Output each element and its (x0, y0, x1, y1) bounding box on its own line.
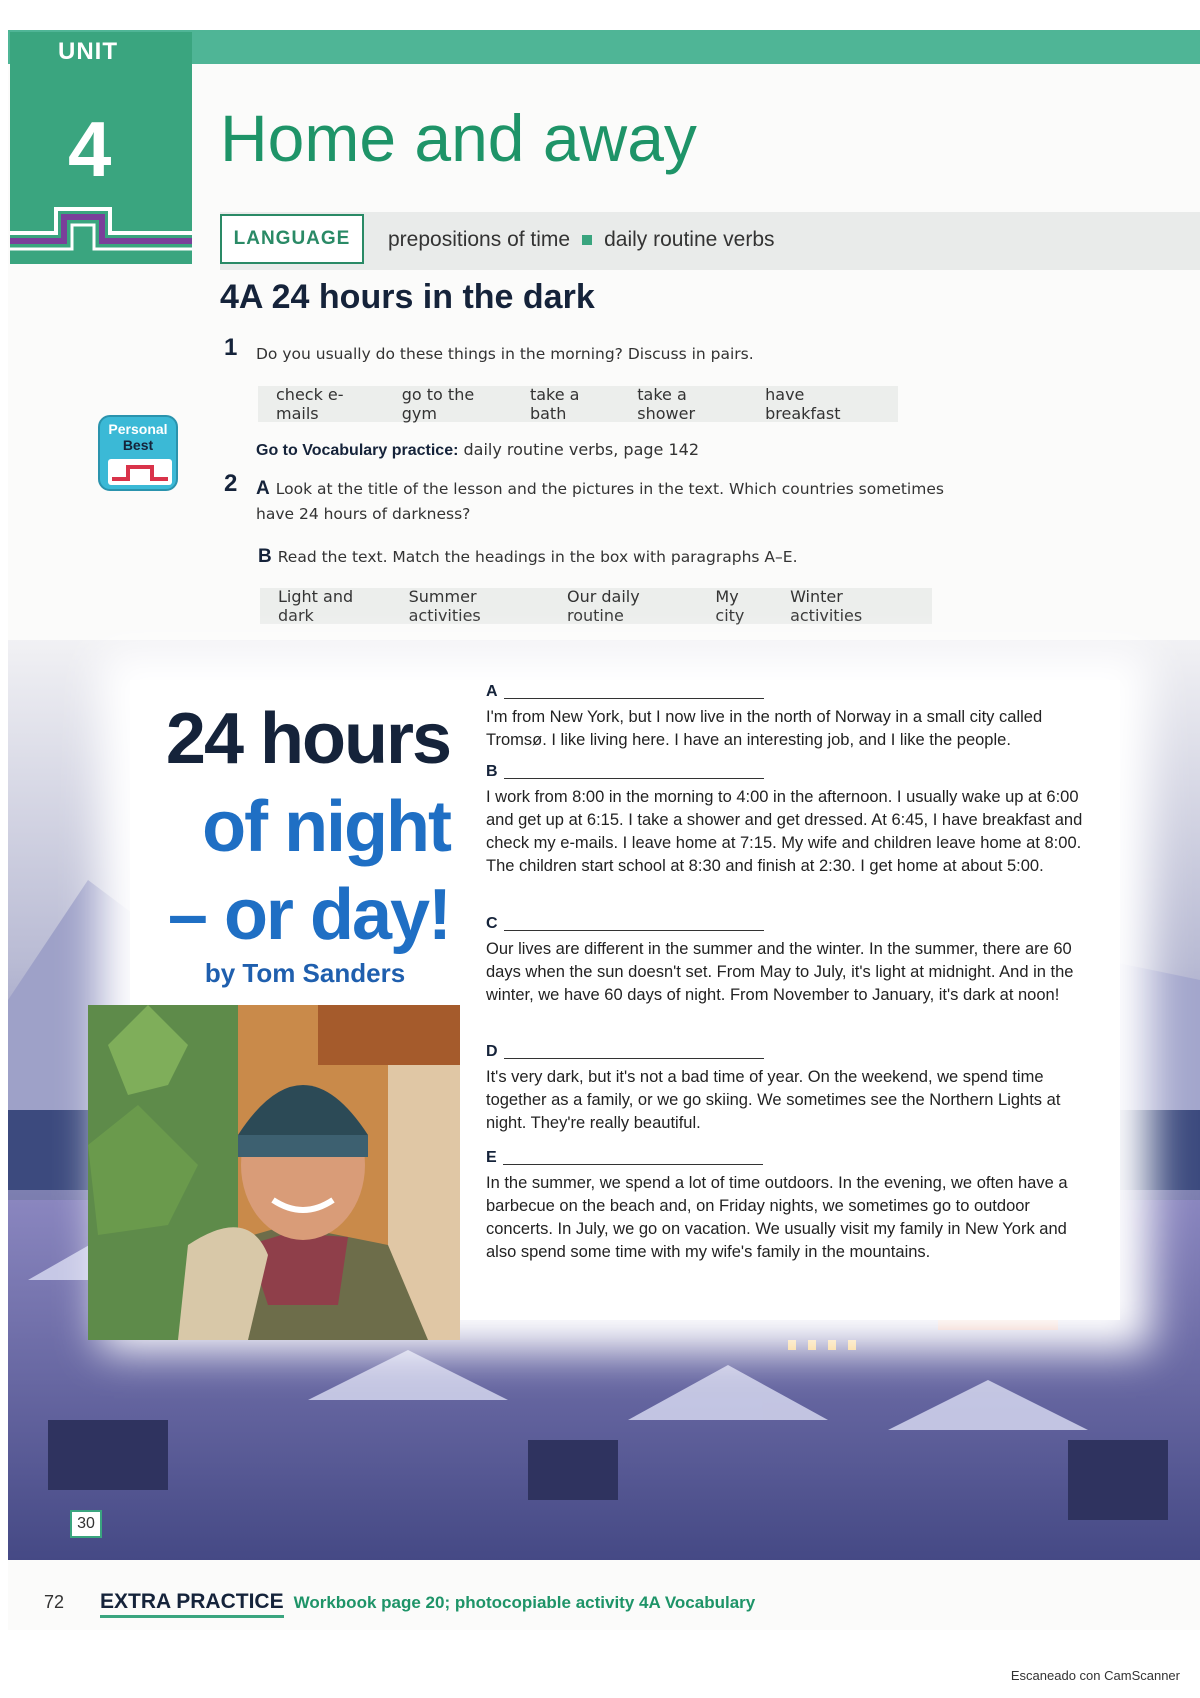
unit-title: Home and away (220, 101, 697, 175)
article-paragraph: A I'm from New York, but I now live in the north of Norway in a small city called Tromsø. I like living here. I have an interesting job, and I like the people. (486, 683, 1043, 749)
extra-practice-reference: Workbook page 20; photocopiable activity 4A Vocabulary (293, 1593, 756, 1612)
page-footer (44, 1590, 755, 1618)
vocabulary-practice-note: Go to Vocabulary practice: daily routine verbs, page 142 (256, 440, 699, 459)
article-title-line: of night (202, 787, 450, 867)
scanner-watermark: Escaneado con CamScanner (1010, 1668, 1180, 1683)
exercise-number: 1 (224, 334, 238, 361)
article-paragraph: E In the summer, we spend a lot of time outdoors. In the evening, we often have a barbecue on the beach and, on Friday nights, we sometimes go to outdoor concerts. In July, we go on vacation. We usually visit my family in New York and also spend some time with my wife's family in the mountains. (486, 1149, 1068, 1261)
author-portrait-photo (88, 1005, 460, 1340)
heading-option: Summer activities (408, 587, 481, 625)
article-paragraph: C Our lives are different in the summer and the winter. In the summer, there are 60 days when the sun doesn't set. From May to July, it's light at midnight. And in the winter, we have 60 days of night. From November to January, it's dark at noon! (486, 915, 1074, 1004)
word-box-item: take a bath (529, 385, 580, 423)
page-number: 72 (44, 1592, 65, 1612)
heading-option: My city (715, 587, 745, 625)
heading-option: Winter activities (790, 587, 863, 625)
lesson-title: 4A 24 hours in the dark (220, 278, 595, 316)
unit-number: 4 (68, 105, 112, 193)
article-paragraph: D It's very dark, but it's not a bad time of year. On the weekend, we spend time together as a family, or we go skiing. We sometimes see the Northern Lights at night. They're really beautiful. (486, 1043, 1061, 1132)
word-box-item: check e-mails (276, 385, 344, 423)
language-topic: daily routine verbs (604, 228, 775, 251)
word-box (258, 386, 898, 422)
unit-label: UNIT (58, 38, 118, 65)
headings-box (260, 588, 932, 624)
extra-practice-label: EXTRA PRACTICE (100, 1590, 284, 1618)
personal-best-label: Personal Best (108, 421, 168, 453)
personal-best-badge (98, 415, 178, 491)
heading-answer-line[interactable] (504, 698, 764, 699)
word-box-item: take a shower (637, 385, 696, 423)
page-badge: 30 (70, 1510, 102, 1538)
language-topics (388, 228, 775, 252)
article-title-line: – or day! (167, 875, 450, 955)
article-author: by Tom Sanders (204, 958, 406, 988)
heading-option: Light and dark (278, 587, 354, 625)
heading-answer-line[interactable] (504, 930, 764, 931)
square-bullet-icon (582, 235, 592, 245)
heading-answer-line[interactable] (504, 778, 764, 779)
article-paragraph: B I work from 8:00 in the morning to 4:00 in the afternoon. I usually wake up at 6:00 and get up at 6:15. I take a shower and get dressed. At 6:45, I have breakfast and check my e-mails. I leave home at 7:15. My wife and children leave home at 8:00. The children start school at 8:30 and finish at 2:30. I get home at about 5:00. (486, 763, 1083, 875)
exercise-number: 2 (224, 470, 238, 497)
heading-answer-line[interactable] (504, 1058, 764, 1059)
stairs-icon (108, 459, 172, 485)
unit-stairs-graphic (10, 195, 192, 255)
article-title (140, 695, 450, 959)
exercise-part-b: B Read the text. Match the headings in the box with paragraphs A–E. (258, 546, 798, 567)
exercise-instruction: Do you usually do these things in the morning? Discuss in pairs. (256, 345, 754, 363)
heading-option: Our daily routine (566, 587, 640, 625)
heading-answer-line[interactable] (503, 1164, 763, 1165)
word-box-item: go to the gym (401, 385, 475, 423)
article-title-line: 24 hours (165, 699, 450, 779)
word-box-item: have breakfast (765, 385, 841, 423)
exercise-part-a: A Look at the title of the lesson and the pictures in the text. Which countries sometimes have 24 hours of darkness? (256, 478, 944, 523)
language-box: LANGUAGE (220, 214, 364, 264)
language-topic: prepositions of time (388, 228, 571, 251)
